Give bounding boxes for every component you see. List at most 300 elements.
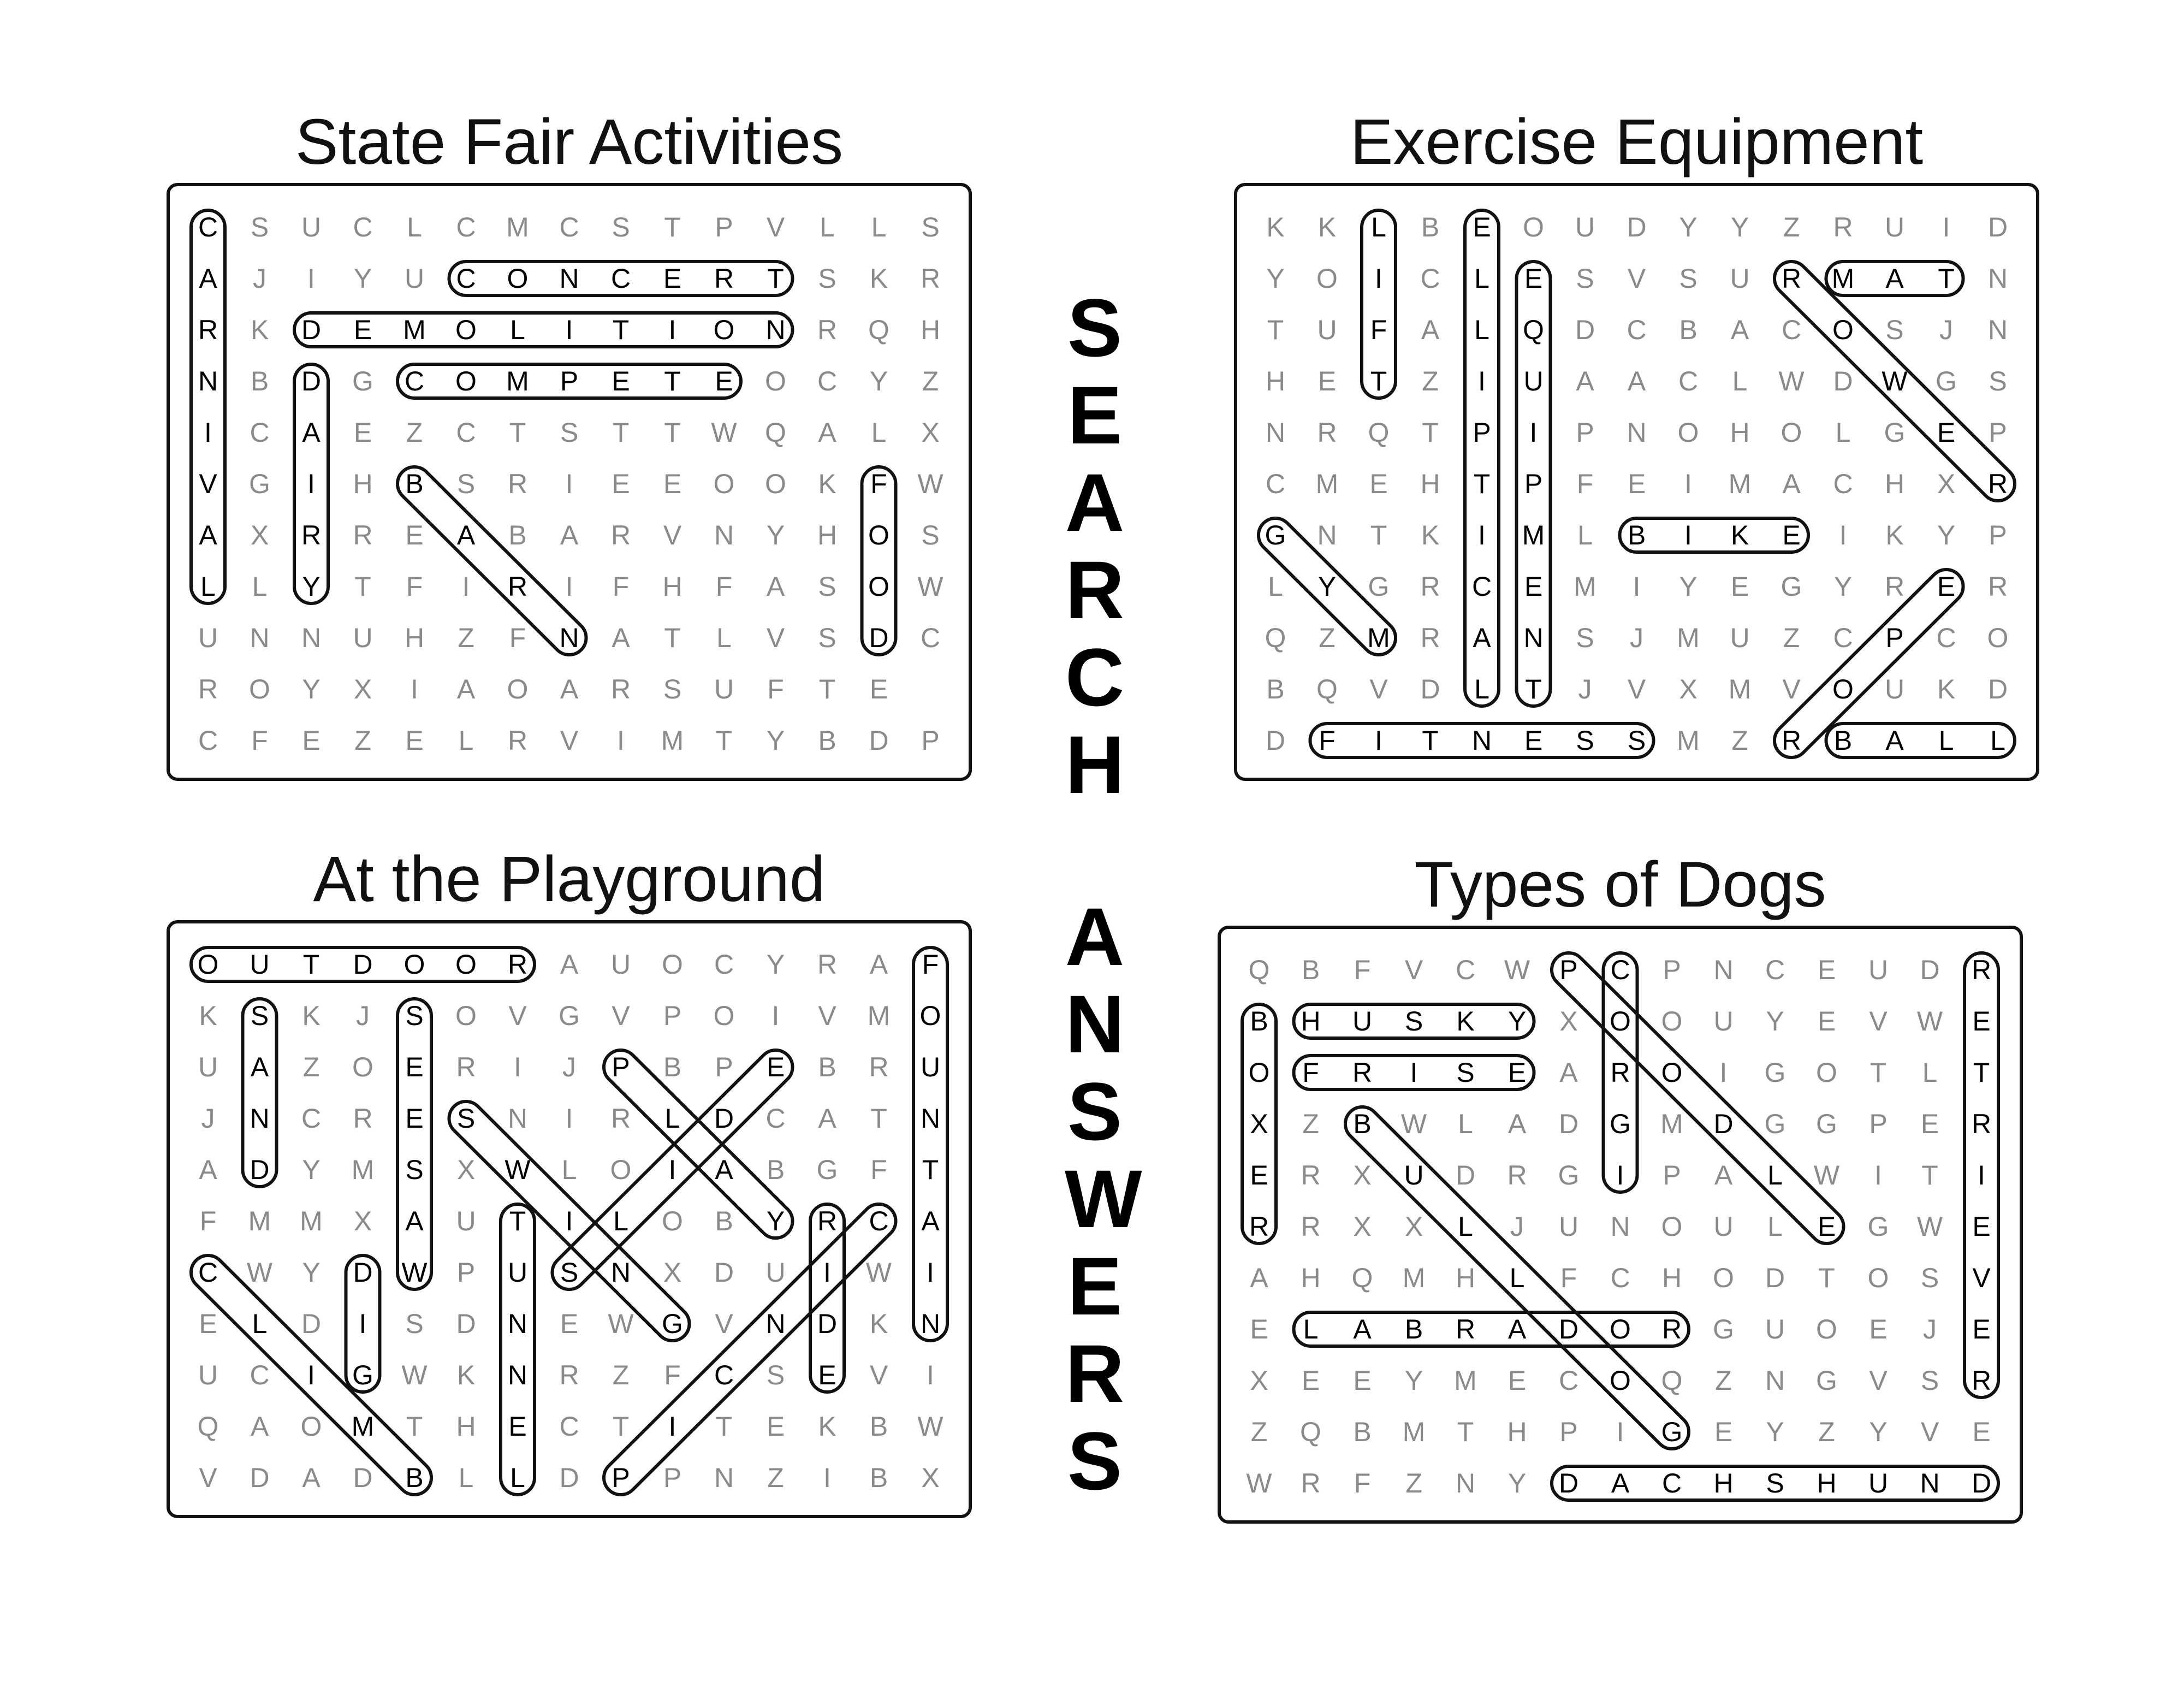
grid-letter: W (865, 1257, 892, 1288)
grid-letter: N (1471, 725, 1492, 756)
grid-letter: A (199, 263, 217, 294)
grid-letter: B (1421, 212, 1440, 242)
grid-letter: I (927, 1360, 934, 1390)
grid-letter: F (251, 725, 268, 756)
grid-letter: G (352, 366, 373, 396)
grid-letter: A (715, 1154, 733, 1185)
grid-letter: Z (302, 1052, 320, 1082)
grid-letter: T (1938, 263, 1955, 294)
grid-letter: X (1559, 1006, 1578, 1037)
grid-letter: I (1719, 1057, 1728, 1088)
grid-letter: R (1249, 1211, 1269, 1242)
grid-letter: H (1420, 469, 1440, 499)
grid-letter: E (302, 725, 321, 756)
grid-letter: V (818, 1000, 836, 1031)
grid-letter: D (456, 1308, 476, 1339)
grid-letter: N (920, 1103, 941, 1134)
grid-letter: E (1972, 1417, 1991, 1447)
grid-letter: O (1816, 1057, 1837, 1088)
grid-letters (198, 949, 944, 1493)
grid-letter: Z (1302, 1109, 1319, 1139)
grid-letter: R (714, 263, 734, 294)
grid-letter: I (1375, 725, 1382, 756)
grid-letter: D (1987, 212, 2008, 242)
grid-letter: S (250, 1000, 269, 1031)
grid-letter: O (713, 1000, 735, 1031)
grid-letter: T (715, 725, 733, 756)
grid-letter: S (1627, 725, 1646, 756)
grid-letter: T (354, 571, 371, 602)
grid-letter: E (199, 1308, 217, 1339)
grid-letter: D (301, 366, 322, 396)
grid-letter: J (201, 1103, 215, 1134)
grid-letter: O (1661, 1211, 1683, 1242)
grid-letter: P (921, 725, 940, 756)
grid-letter: L (1371, 212, 1386, 242)
grid-letter: I (565, 469, 573, 499)
grid-letter: S (766, 1360, 785, 1390)
grid-letter: C (1455, 955, 1476, 985)
grid-letter: U (353, 623, 373, 653)
grid-letter: O (765, 469, 786, 499)
grid-letter: B (1627, 520, 1646, 550)
grid-letter: E (1508, 1365, 1527, 1396)
grid-letter: N (1523, 623, 1544, 653)
grid-letter: V (1782, 674, 1801, 704)
grid-letter: A (1611, 1468, 1630, 1499)
grid-letter: P (1524, 469, 1543, 499)
grid-letter: D (1833, 366, 1853, 396)
grid-letter: G (1867, 1211, 1889, 1242)
grid-letter: Y (1869, 1417, 1888, 1447)
grid-letter: E (663, 263, 682, 294)
grid-letter: Y (766, 725, 785, 756)
grid-letter: R (610, 1103, 631, 1134)
grid-letter: I (1478, 366, 1486, 396)
grid-letter: D (1575, 315, 1595, 345)
grid-letter: S (1885, 315, 1904, 345)
grid-letter: N (198, 366, 218, 396)
grid-letter: E (1714, 1417, 1733, 1447)
grid-letter: R (1352, 1057, 1373, 1088)
grid-letter: N (1987, 263, 2008, 294)
grid-letter: F (406, 571, 423, 602)
grid-letter: C (198, 1257, 218, 1288)
grid-letter: X (1937, 469, 1956, 499)
grid-letter: A (1714, 1160, 1733, 1191)
answer-highlights (191, 210, 896, 662)
grid-letter: A (456, 674, 476, 704)
grid-letter: A (1559, 1057, 1578, 1088)
grid-letter: G (1884, 417, 1906, 448)
grid-letter: O (352, 1052, 373, 1082)
grid-letter: W (917, 469, 943, 499)
grid-letter: I (668, 1411, 676, 1442)
grid-letter: S (818, 623, 836, 653)
grid-letter: M (1402, 1417, 1426, 1447)
grid-letter: R (817, 949, 838, 980)
grid-letter: A (1627, 366, 1646, 396)
grid-letter: C (353, 212, 373, 242)
grid-letter: B (405, 1462, 424, 1493)
answer-oval-tunnel (501, 1204, 535, 1495)
grid-letter: T (509, 1206, 526, 1236)
grid-letter: V (1627, 674, 1646, 704)
grid-letter: Z (1783, 212, 1800, 242)
grid-letter: Y (302, 674, 321, 704)
grid-letter: H (1713, 1468, 1734, 1499)
grid-letter: Y (766, 520, 785, 550)
grid-letter: I (823, 1462, 831, 1493)
grid-letter: F (1302, 1057, 1319, 1088)
grid-letter: Z (767, 1462, 784, 1493)
grid-letter: A (302, 417, 321, 448)
grid-letter: O (1987, 623, 2009, 653)
grid-letter: M (661, 725, 684, 756)
grid-letter: U (198, 1052, 218, 1082)
grid-letter: O (1832, 674, 1854, 704)
grid-letter: V (1869, 1365, 1888, 1396)
grid-letter: H (1884, 469, 1905, 499)
grid-letter: F (715, 571, 733, 602)
grid-letter: E (1524, 725, 1543, 756)
grid-letter: H (1730, 417, 1750, 448)
grid-letter: M (1677, 725, 1700, 756)
grid-letter: E (1817, 1006, 1836, 1037)
grid-letter: C (869, 1206, 889, 1236)
grid-letter: R (353, 1103, 373, 1134)
letter-grid (1237, 186, 2036, 778)
grid-letter: T (1525, 674, 1542, 704)
grid-letter: R (610, 674, 631, 704)
grid-letter: N (1317, 520, 1337, 550)
grid-letter: H (1817, 1468, 1837, 1499)
grid-letter: E (1524, 571, 1543, 602)
grid-letter: S (456, 469, 476, 499)
grid-letter: V (1869, 1006, 1888, 1037)
grid-letter: L (1938, 725, 1954, 756)
grid-letter: I (927, 1257, 934, 1288)
grid-letter: J (1630, 623, 1643, 653)
grid-letter: R (1317, 417, 1337, 448)
grid-letter: L (252, 1308, 268, 1339)
grid-letter: G (1610, 1109, 1631, 1139)
grid-letter: Q (1316, 674, 1338, 704)
grid-letter: C (250, 1360, 270, 1390)
grid-letter: L (716, 623, 732, 653)
grid-letter: T (1422, 725, 1439, 756)
letter-grid-frame (167, 183, 972, 781)
grid-letter: E (715, 366, 733, 396)
grid-letter: H (1661, 1263, 1682, 1293)
grid-letter: L (252, 571, 268, 602)
grid-letter: N (507, 1360, 528, 1390)
grid-letter: C (1558, 1365, 1579, 1396)
grid-letter: V (199, 1462, 217, 1493)
grid-letter: D (301, 1308, 322, 1339)
grid-letter: E (405, 725, 424, 756)
grid-letter: Q (1368, 417, 1390, 448)
grid-letter: S (1989, 366, 2007, 396)
grid-letter: U (765, 1257, 786, 1288)
grid-letter: X (1404, 1211, 1423, 1242)
grid-letter: A (302, 1462, 321, 1493)
grid-letter: N (714, 520, 734, 550)
grid-letter: R (1971, 1365, 1992, 1396)
grid-letter: A (1730, 315, 1749, 345)
grid-letter: F (199, 1206, 217, 1236)
grid-letter: T (1370, 366, 1387, 396)
grid-letter: K (1421, 520, 1440, 550)
grid-letter: I (565, 315, 573, 345)
grid-letter: E (1730, 571, 1749, 602)
grid-letter: I (1478, 520, 1486, 550)
grid-letter: G (1816, 1365, 1837, 1396)
grid-letter: V (1972, 1263, 1991, 1293)
grid-letter: A (1782, 469, 1801, 499)
grid-letter: J (1510, 1211, 1524, 1242)
grid-letter: L (613, 1206, 628, 1236)
grid-letter: E (1353, 1365, 1372, 1396)
grid-letter: T (1422, 417, 1439, 448)
grid-letter: C (456, 212, 476, 242)
grid-letter: H (920, 315, 941, 345)
grid-letter: E (405, 520, 424, 550)
grid-letter: A (766, 571, 785, 602)
grid-letter: W (711, 417, 737, 448)
grid-letter: G (559, 1000, 580, 1031)
grid-letter: L (1474, 674, 1489, 704)
grid-letter: V (508, 1000, 527, 1031)
grid-letter: C (559, 1411, 579, 1442)
grid-letter: C (404, 366, 425, 396)
letter-grid (1221, 929, 2020, 1520)
grid-letter: U (1352, 1006, 1373, 1037)
grid-letter: D (1420, 674, 1440, 704)
grid-letter: C (1661, 1468, 1682, 1499)
grid-letter: F (1354, 955, 1371, 985)
grid-letters (1265, 212, 2009, 756)
grid-letter: S (612, 212, 630, 242)
grid-letter: E (1317, 366, 1337, 396)
grid-letter: V (715, 1308, 733, 1339)
grid-letter: P (663, 1000, 682, 1031)
grid-letter: T (664, 212, 681, 242)
grid-letter: E (869, 674, 888, 704)
grid-letter: J (1923, 1314, 1937, 1345)
grid-letter: E (1817, 1211, 1836, 1242)
grid-letter: S (405, 1308, 424, 1339)
grid-letter: R (1971, 1109, 1992, 1139)
grid-letter: D (1971, 1468, 1992, 1499)
grid-letter: E (1972, 1211, 1991, 1242)
grid-letter: V (766, 623, 785, 653)
side-label-search (1054, 284, 1136, 808)
grid-letter: L (407, 212, 422, 242)
grid-letter: J (253, 263, 266, 294)
grid-letter: K (250, 315, 269, 345)
grid-letter: R (507, 469, 528, 499)
grid-letters (1246, 955, 1991, 1499)
grid-letter: D (817, 1308, 838, 1339)
grid-letter: O (1832, 315, 1854, 345)
grid-letter: D (353, 1257, 373, 1288)
grid-letter: T (1267, 315, 1284, 345)
grid-letter: R (301, 520, 322, 550)
grid-letter: R (1301, 1211, 1321, 1242)
grid-letter: F (612, 571, 630, 602)
grid-letter: Z (1319, 623, 1336, 653)
grid-letter: E (1869, 1314, 1888, 1345)
grid-letter: K (456, 1360, 476, 1390)
grid-letter: S (1766, 1468, 1784, 1499)
grid-letter: A (199, 520, 217, 550)
grid-letter: B (715, 1206, 733, 1236)
grid-letter: E (1301, 1365, 1320, 1396)
grid-letter: R (1781, 263, 1802, 294)
answer-oval-ball (1826, 724, 2015, 757)
grid-letter: E (405, 1103, 424, 1134)
grid-letter: A (1576, 366, 1594, 396)
grid-letter: A (1508, 1314, 1527, 1345)
grid-letter: D (869, 623, 889, 653)
grid-letter: S (1404, 1006, 1423, 1037)
grid-letter: C (1471, 571, 1492, 602)
grid-letter: G (1936, 366, 1957, 396)
grid-letter: I (1410, 1057, 1418, 1088)
grid-letter: E (663, 469, 682, 499)
grid-letter: P (1989, 520, 2007, 550)
grid-letter: O (1610, 1365, 1631, 1396)
grid-letter: I (668, 1154, 676, 1185)
grid-letter: Q (868, 315, 889, 345)
grid-letter: O (1816, 1314, 1837, 1345)
grid-letter: E (1937, 571, 1956, 602)
grid-letter: S (663, 674, 682, 704)
grid-letter: R (920, 263, 941, 294)
grid-letter: M (1522, 520, 1545, 550)
grid-letter: G (352, 1360, 373, 1390)
grid-letters (198, 212, 943, 756)
grid-letter: C (198, 725, 218, 756)
grid-letter: O (455, 1000, 477, 1031)
grid-letter: I (411, 674, 418, 704)
grid-letter: D (1455, 1160, 1476, 1191)
grid-letter: W (1813, 1160, 1840, 1191)
grid-letter: C (920, 623, 941, 653)
grid-letter: C (1833, 469, 1853, 499)
grid-letter: G (1558, 1160, 1580, 1191)
grid-letter: B (1404, 1314, 1423, 1345)
grid-letter: K (1456, 1006, 1475, 1037)
grid-letter: V (766, 212, 785, 242)
grid-letter: L (1922, 1057, 1938, 1088)
grid-letter: N (1713, 955, 1734, 985)
grid-letter: Z (1783, 623, 1800, 653)
grid-letter: O (1661, 1006, 1683, 1037)
answer-oval-poodle (1545, 946, 1850, 1251)
grid-letter: N (920, 1308, 941, 1339)
grid-letter: X (1250, 1365, 1268, 1396)
grid-letter: H (1455, 1263, 1476, 1293)
grid-letter: M (1660, 1109, 1683, 1139)
grid-letter: K (1317, 212, 1337, 242)
letter-grid-frame (167, 920, 972, 1518)
grid-letter: G (662, 1308, 683, 1339)
grid-letter: R (1455, 1314, 1476, 1345)
grid-letter: D (559, 1462, 579, 1493)
grid-letter: D (353, 1462, 373, 1493)
grid-letter: I (307, 263, 315, 294)
grid-letter: C (1420, 263, 1440, 294)
grid-letter: T (612, 1411, 630, 1442)
grid-letter: L (1474, 315, 1489, 345)
grid-letter: B (1833, 725, 1853, 756)
grid-letter: E (818, 1360, 836, 1390)
grid-letter: Y (302, 571, 321, 602)
grid-letter: D (1627, 212, 1647, 242)
grid-letter: P (1663, 1160, 1681, 1191)
grid-letter: R (1987, 469, 2008, 499)
grid-letter: T (1457, 1417, 1474, 1447)
grid-letter: V (663, 520, 682, 550)
grid-letter: B (766, 1154, 785, 1185)
grid-letter: N (765, 315, 786, 345)
grid-letter: U (1884, 674, 1905, 704)
grid-letter: J (1578, 674, 1592, 704)
grid-letter: G (1781, 571, 1802, 602)
grid-letter: G (1661, 1417, 1683, 1447)
grid-letter: R (1420, 571, 1440, 602)
grid-letter: D (1987, 674, 2008, 704)
grid-letter: Y (353, 263, 372, 294)
grid-letter: U (507, 1257, 528, 1288)
grid-letter: G (816, 1154, 838, 1185)
grid-letter: I (668, 315, 676, 345)
grid-letter: V (1920, 1417, 1939, 1447)
letter-grid (170, 923, 969, 1515)
grid-letter: B (818, 725, 836, 756)
grid-letter: B (405, 469, 424, 499)
grid-letter: N (1627, 417, 1647, 448)
grid-letter: C (1610, 1263, 1630, 1293)
grid-letter: L (1767, 1160, 1783, 1191)
grid-letter: R (1884, 571, 1905, 602)
grid-letter: A (1353, 1314, 1372, 1345)
grid-letter: R (1301, 1468, 1321, 1499)
grid-letter: T (922, 1154, 939, 1185)
grid-letter: E (1817, 955, 1836, 985)
grid-letter: S (1576, 623, 1594, 653)
grid-letter: O (868, 520, 889, 550)
grid-letter: I (1684, 469, 1692, 499)
grid-letter: K (1266, 212, 1285, 242)
grid-letter: C (817, 366, 838, 396)
grid-letter: Z (922, 366, 939, 396)
grid-letter: I (307, 1360, 315, 1390)
grid-letter: Y (1766, 1006, 1784, 1037)
grid-letter: T (509, 417, 526, 448)
grid-letter: G (1265, 520, 1286, 550)
grid-letter: I (462, 571, 470, 602)
grid-letter: U (1730, 263, 1750, 294)
grid-letter: J (356, 1000, 370, 1031)
grid-letter: X (1353, 1160, 1372, 1191)
grid-letter: G (1368, 571, 1390, 602)
grid-letter: H (817, 520, 838, 550)
grid-letter: C (198, 212, 218, 242)
grid-letter: S (1920, 1263, 1939, 1293)
